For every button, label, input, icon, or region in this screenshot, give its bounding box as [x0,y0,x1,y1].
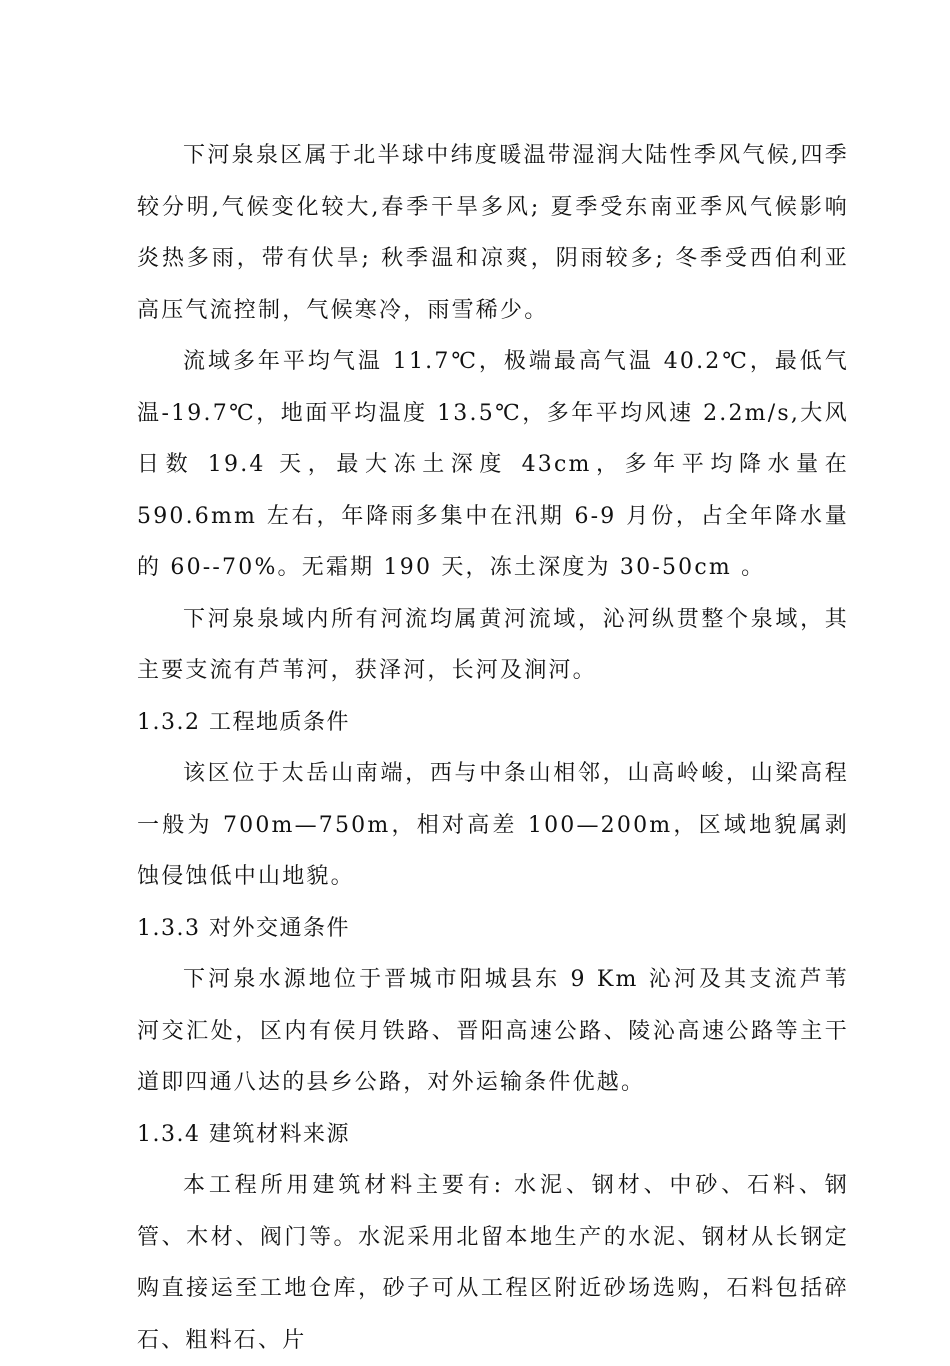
paragraph-river-system: 下河泉泉域内所有河流均属黄河流域，沁河纵贯整个泉域，其主要支流有芦苇河，获泽河，长河及涧河。 [137,606,849,683]
paragraph-transport: 下河泉水源地位于晋城市阳城县东 9 Km 沁河及其支流芦苇河交汇处，区内有侯月铁路、晋阳高速公路、陵沁高速公路等主干道即四通八达的县乡公路，对外运输条件优越。 [137,967,849,1095]
paragraph-climate-statistics: 流域多年平均气温 11.7℃，极端最高气温 40.2℃，最低气温-19.7℃，地面平均温度 13.5℃，多年平均风速 2.2m/s,大风日数 19.4 天，最大冻土深度 43cm，多年平均降水量在 590.6mm 左右，年降雨多集中在汛期 6-9 月份，占全年降水量的 60--70%。无霜期 190 天，冻土深度为 30-50cm 。 [137,349,849,580]
section-heading-geology: 1.3.2 工程地质条件 [137,709,350,735]
paragraph-climate-overview: 下河泉泉区属于北半球中纬度暖温带湿润大陆性季风气候,四季较分明,气候变化较大,春季干旱多风; 夏季受东南亚季风气候影响炎热多雨，带有伏旱; 秋季温和凉爽，阴雨较多; 冬季受西伯利亚高压气流控制，气候寒冷，雨雪稀少。 [137,143,849,323]
section-heading-materials: 1.3.4 建筑材料来源 [137,1121,350,1147]
document-body [137,130,849,1366]
paragraph-materials: 本工程所用建筑材料主要有: 水泥、钢材、中砂、石料、钢管、木材、阀门等。水泥采用北留本地生产的水泥、钢材从长钢定购直接运至工地仓库，砂子可从工程区附近砂场选购，石料包括碎石、粗料石、片 [137,1173,849,1353]
section-heading-transport: 1.3.3 对外交通条件 [137,915,350,941]
paragraph-geology: 该区位于太岳山南端，西与中条山相邻，山高岭峻，山梁高程一般为 700m—750m，相对高差 100—200m，区域地貌属剥蚀侵蚀低中山地貌。 [137,761,849,889]
